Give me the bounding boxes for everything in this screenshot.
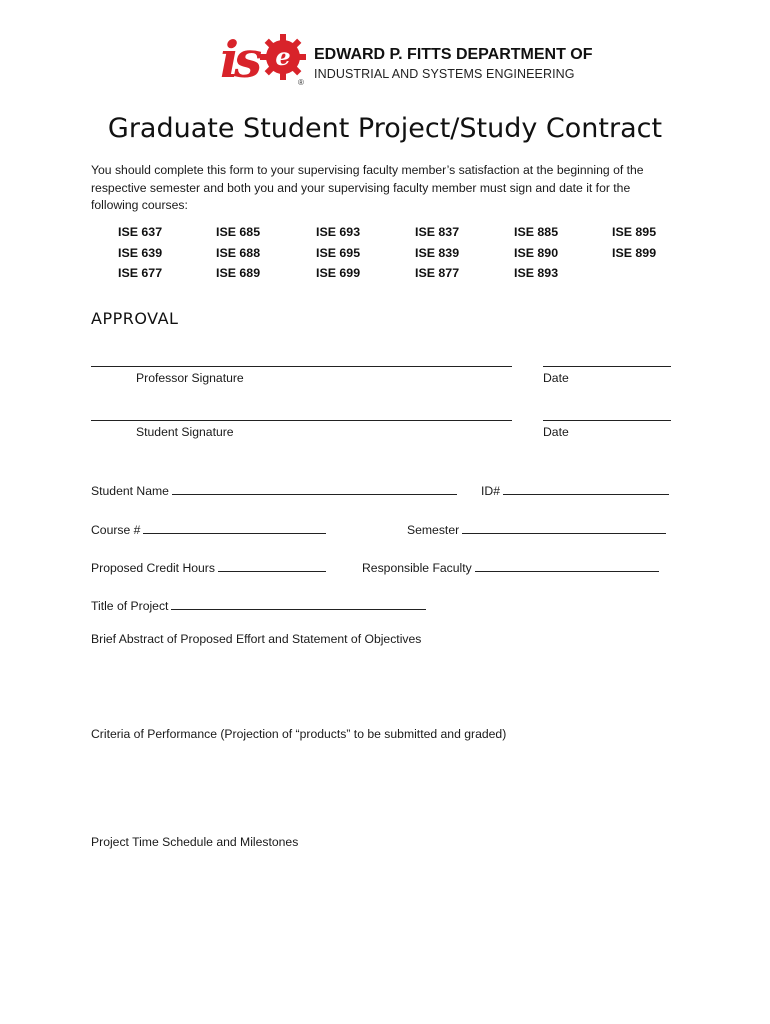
course-item: ISE 877: [415, 266, 460, 280]
department-name-line2: INDUSTRIAL AND SYSTEMS ENGINEERING: [314, 67, 575, 81]
responsible-faculty-input[interactable]: [475, 561, 659, 572]
student-date-label: Date: [543, 425, 569, 439]
approval-heading: APPROVAL: [91, 309, 179, 328]
responsible-faculty-label: Responsible Faculty: [362, 561, 472, 575]
course-item: ISE 688: [216, 245, 261, 260]
department-name-line1: EDWARD P. FITTS DEPARTMENT OF: [314, 46, 593, 63]
title-of-project-field: [91, 599, 426, 613]
svg-text:e: e: [275, 42, 291, 71]
department-logo: [218, 30, 593, 92]
course-item: ISE 837: [415, 225, 460, 239]
professor-date-line[interactable]: [543, 366, 671, 367]
course-item: ISE 685: [216, 225, 261, 239]
id-field: [481, 484, 669, 498]
course-item: ISE 885: [514, 225, 559, 239]
student-signature-line[interactable]: [91, 420, 512, 421]
schedule-section-label: Project Time Schedule and Milestones: [91, 835, 299, 849]
logo-text: is: [220, 30, 258, 89]
page-title: Graduate Student Project/Study Contract: [107, 113, 663, 144]
course-input[interactable]: [143, 523, 326, 534]
student-name-label: Student Name: [91, 484, 169, 498]
ise-logo-mark: [218, 30, 308, 92]
gear-icon: [260, 34, 306, 80]
course-item: ISE 695: [316, 245, 361, 260]
credit-hours-label: Proposed Credit Hours: [91, 561, 215, 575]
course-item: ISE 699: [316, 266, 361, 280]
responsible-faculty-field: [362, 561, 659, 575]
course-item: ISE 689: [216, 266, 261, 280]
id-input[interactable]: [503, 484, 669, 495]
course-list: [118, 222, 678, 284]
semester-field: [407, 523, 666, 537]
student-name-field: [91, 484, 457, 498]
semester-input[interactable]: [462, 523, 666, 534]
semester-label: Semester: [407, 523, 460, 537]
student-date-line[interactable]: [543, 420, 671, 421]
course-item: ISE 893: [514, 266, 559, 280]
criteria-section-label: Criteria of Performance (Projection of “products” to be submitted and graded): [91, 727, 507, 741]
course-item: ISE 839: [415, 245, 460, 260]
registered-mark: ®: [298, 78, 304, 87]
course-item: ISE 637: [118, 225, 163, 239]
course-item: ISE 890: [514, 245, 559, 260]
professor-signature-line[interactable]: [91, 366, 512, 367]
course-field: [91, 523, 326, 537]
professor-date-label: Date: [543, 371, 569, 385]
credit-hours-field: [91, 561, 326, 575]
abstract-section-label: Brief Abstract of Proposed Effort and Statement of Objectives: [91, 632, 422, 646]
student-name-input[interactable]: [172, 484, 457, 495]
title-of-project-label: Title of Project: [91, 599, 169, 613]
intro-paragraph: You should complete this form to your supervising faculty member’s satisfaction at the beginning of the respective semester and both you and your supervising faculty member must sign and date it for the following courses:: [91, 163, 644, 212]
student-signature-label: Student Signature: [136, 425, 234, 439]
title-of-project-input[interactable]: [171, 599, 426, 610]
course-item: ISE 639: [118, 245, 163, 260]
course-label: Course #: [91, 523, 141, 537]
course-item: ISE 899: [612, 245, 657, 260]
course-item: [612, 263, 682, 284]
course-item: ISE 693: [316, 225, 361, 239]
course-item: ISE 895: [612, 225, 657, 239]
credit-hours-input[interactable]: [218, 561, 326, 572]
id-label: ID#: [481, 484, 500, 498]
course-item: ISE 677: [118, 266, 163, 280]
professor-signature-label: Professor Signature: [136, 371, 244, 385]
